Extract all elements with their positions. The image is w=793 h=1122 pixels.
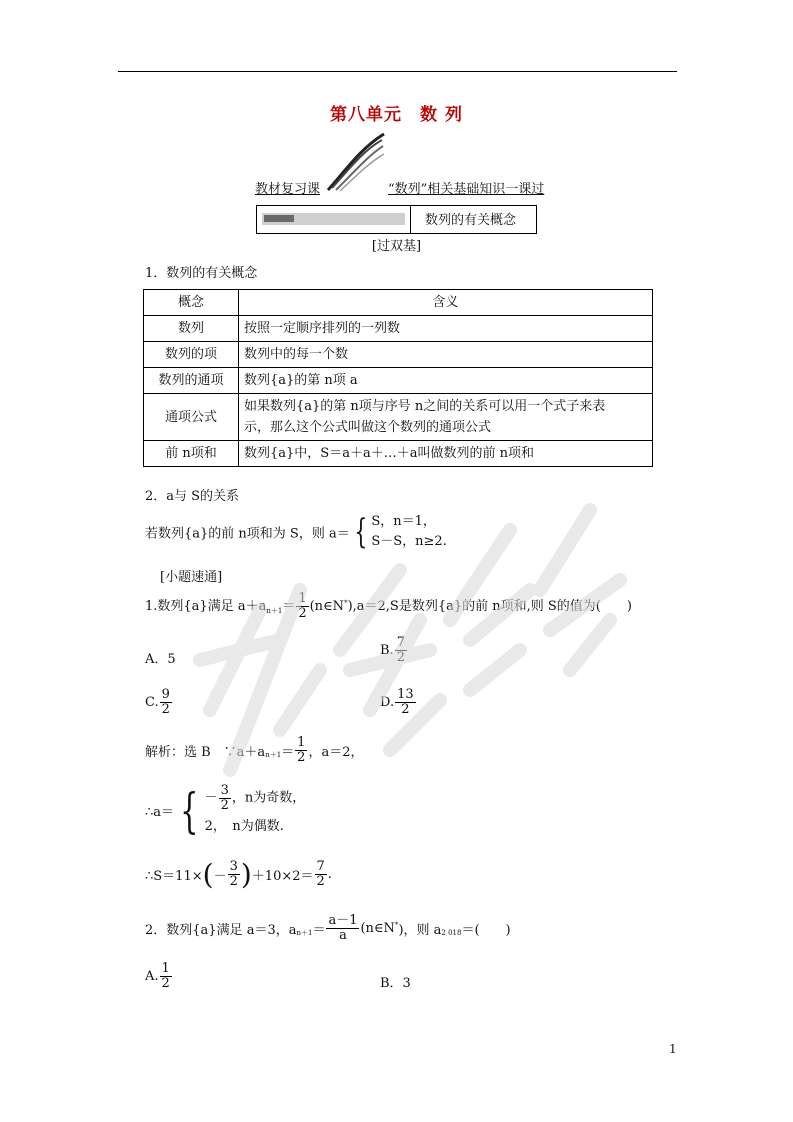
frac-num: 7 — [316, 859, 325, 874]
table-cell-term: 数列的通项 — [144, 368, 239, 394]
relation-case1: S，n＝1， — [371, 514, 436, 529]
solution-sum — [145, 858, 332, 891]
table-cell-meaning — [239, 394, 653, 441]
solution-therefore: ∴a＝ — [145, 805, 175, 820]
table-cell-meaning: 数列中的每一个数 — [239, 342, 653, 368]
table-cell-meaning-line1: 如果数列{a}的第 n项与序号 n之间的关系可以用一个式子来表 — [244, 399, 606, 414]
frac-den: 2 — [396, 650, 405, 665]
knowledge-point-label: 数列的有关概念 — [425, 213, 517, 228]
frac-num: 13 — [397, 687, 414, 702]
table-row — [144, 342, 653, 368]
frac-num: 9 — [161, 687, 170, 702]
header-rule — [118, 71, 677, 72]
q1-text-b: ＝ — [282, 599, 296, 614]
section2-heading: 2．a与 S的关系 — [145, 489, 240, 504]
section1-heading: 1．数列的有关概念 — [145, 266, 258, 281]
q1-frac-num: 1 — [298, 591, 307, 606]
right-paren: ) — [240, 858, 252, 891]
knowledge-point-banner — [262, 213, 405, 225]
question-2 — [145, 914, 511, 943]
left-paren: ( — [202, 858, 214, 891]
knowledge-point-tag — [264, 215, 294, 222]
sum-fraction — [228, 860, 240, 889]
q1-text-a: 1.数列{a}满足 a＋a — [145, 599, 267, 614]
table-header-term: 概念 — [144, 290, 239, 316]
solution-subscript: n＋1 — [265, 751, 282, 759]
q2-subscript: n＋1 — [296, 929, 313, 937]
table-cell-meaning: 数列{a}的第 n项 a — [239, 368, 653, 394]
q2-text-a: 2．数列{a}满足 a＝3，a — [145, 923, 297, 938]
quick-practice-label: [小题速通] — [160, 570, 223, 585]
q1-frac-den: 2 — [298, 606, 307, 621]
table-cell-term: 数列 — [144, 316, 239, 342]
q2-fraction — [326, 914, 359, 943]
q2-option-a-label: A. — [145, 969, 159, 984]
q2-option-b: B．3 — [380, 976, 411, 991]
pass-basic-label: [过双基] — [371, 239, 422, 254]
concept-table — [143, 289, 653, 467]
frac-den: 2 — [161, 702, 170, 717]
table-row — [144, 316, 653, 342]
frac-num: 1 — [297, 735, 306, 750]
solution-line1-c: ，a＝2， — [308, 745, 364, 760]
q1-option-c-label: C. — [145, 695, 159, 710]
q1-option-a: A．5 — [145, 652, 176, 667]
left-brace: { — [354, 512, 368, 552]
sum-text-a: ∴S＝11× — [145, 869, 203, 884]
frac-den: a — [339, 928, 347, 943]
frac-den: 2 — [229, 874, 238, 889]
relation-prefix: 若数列{a}的前 n项和为 S，则 a＝ — [145, 526, 350, 542]
case1-minus: － — [204, 790, 218, 806]
q1-text-c: (n∈N — [309, 599, 345, 614]
frac-den: 2 — [297, 750, 306, 765]
left-brace: { — [180, 782, 199, 839]
case1-text: ，n为奇数， — [231, 790, 306, 806]
q2-option-a-fraction — [160, 962, 172, 991]
table-row — [144, 441, 653, 467]
table-cell-term: 数列的项 — [144, 342, 239, 368]
sum-minus: － — [213, 869, 227, 884]
q2-superscript: * — [394, 921, 399, 929]
page-title: 第八单元 数 列 — [330, 105, 463, 125]
frac-den: 2 — [220, 798, 229, 813]
frac-num: 3 — [220, 783, 229, 798]
table-cell-meaning: 数列{a}中，S＝a＋a＋…＋a叫做数列的前 n项和 — [239, 441, 653, 467]
solution-line1-b: ＝ — [281, 745, 295, 760]
brush-stroke-decoration — [326, 130, 386, 192]
q2-text-d: )，则 a — [398, 923, 442, 938]
frac-den: 2 — [401, 702, 410, 717]
q1-text-d: ),a＝2,S是数列{a}的前 n项和,则 S的值为( ) — [347, 599, 632, 614]
table-header-meaning: 含义 — [239, 290, 653, 316]
sum-end: . — [327, 867, 332, 882]
q2-text-b: ＝ — [312, 923, 326, 938]
q2-year-subscript: 2 018 — [441, 929, 462, 937]
q2-option-a — [145, 962, 173, 991]
q1-option-d-label: D. — [380, 695, 395, 710]
q1-option-c — [145, 688, 173, 717]
box-divider — [410, 206, 411, 233]
sum-text-b: ＋10×2＝ — [251, 869, 314, 884]
q1-option-b-label: B. — [380, 643, 394, 658]
table-cell-term: 通项公式 — [144, 394, 239, 441]
table-row — [144, 368, 653, 394]
page-number: 1 — [669, 1042, 677, 1056]
review-label: 教材复习课 — [255, 182, 321, 197]
watermark-stamp — [170, 470, 640, 810]
knowledge-point-box — [256, 205, 537, 234]
q2-text-c: (n∈N — [360, 921, 395, 936]
table-cell-meaning-line2: 示，那么这个公式叫做这个数列的通项公式 — [244, 420, 492, 435]
table-header-row — [144, 290, 653, 316]
frac-den: 2 — [316, 874, 325, 889]
table-cell-meaning: 按照一定顺序排列的一列数 — [239, 316, 653, 342]
frac-num: 1 — [161, 961, 170, 976]
frac-num: 3 — [229, 859, 238, 874]
table-row — [144, 394, 653, 441]
q1-subscript: n＋1 — [266, 607, 283, 615]
q2-text-e: ＝( ) — [461, 923, 511, 938]
lesson-subtitle: “数列”相关基础知识一课过 — [388, 182, 545, 197]
solution-case2: 2， n为偶数. — [204, 819, 284, 834]
frac-num: a－1 — [328, 913, 358, 928]
sum-result-fraction — [315, 860, 327, 889]
frac-num: 7 — [396, 635, 405, 650]
relation-case2: S－S，n≥2. — [371, 534, 447, 549]
q1-superscript: * — [344, 599, 348, 607]
solution-line1-a: 解析：选 B ∵a＋a — [145, 745, 266, 760]
table-cell-term: 前 n项和 — [144, 441, 239, 467]
frac-den: 2 — [161, 976, 170, 991]
